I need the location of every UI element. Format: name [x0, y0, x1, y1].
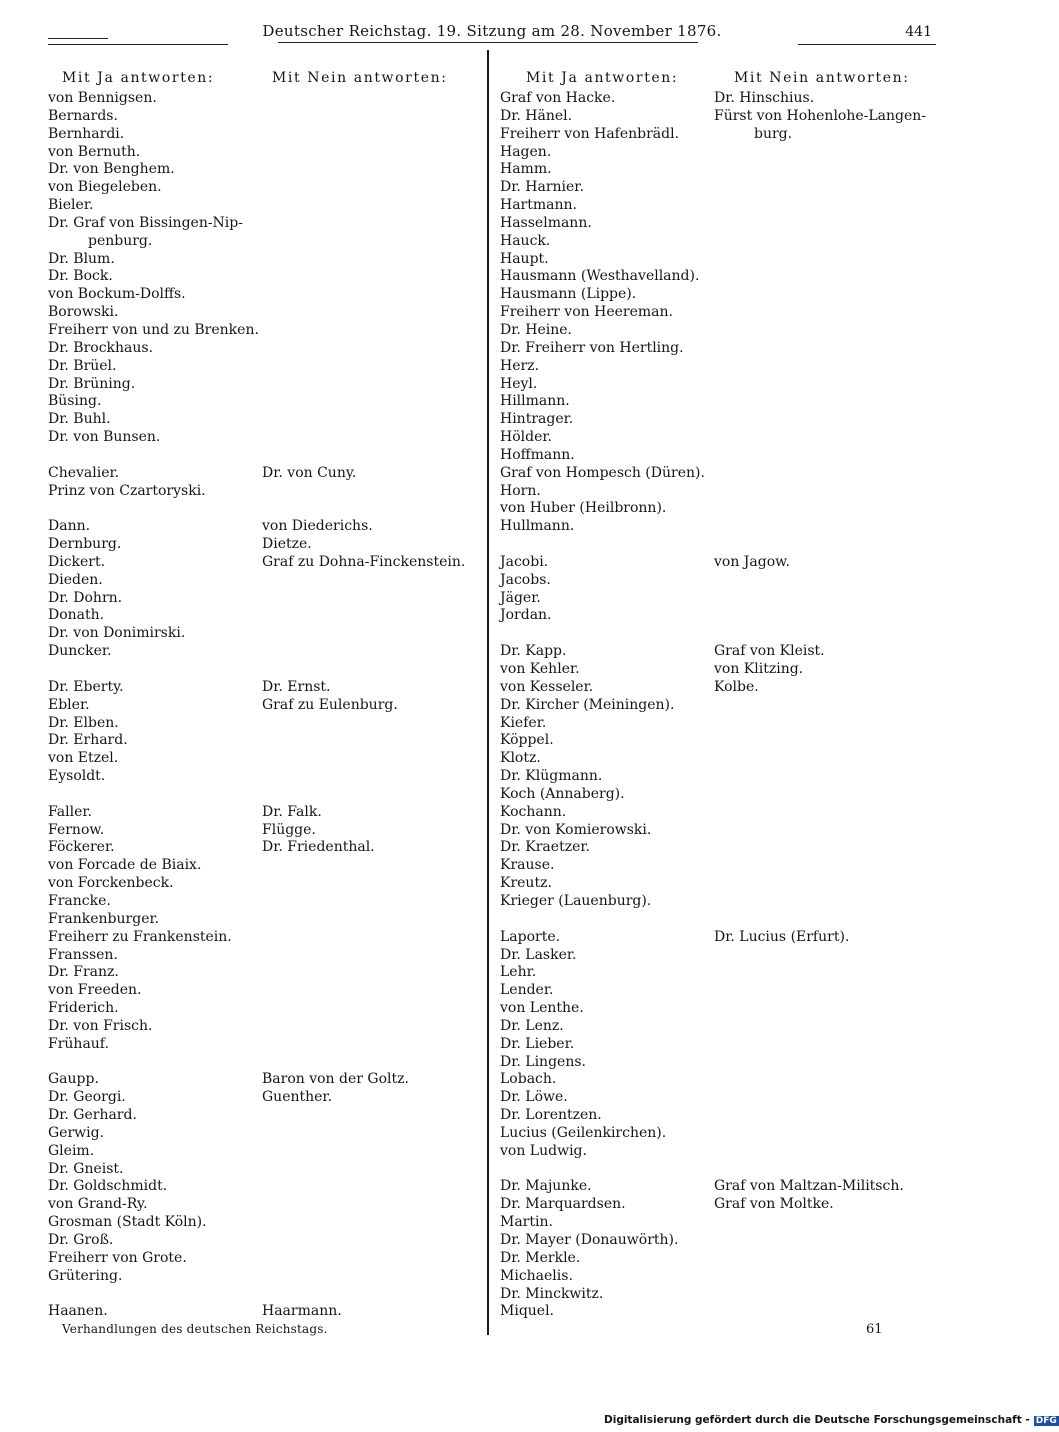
- right-ja-heading: Mit Ja antworten:: [526, 70, 679, 86]
- left-ja-entry: [48, 1286, 259, 1304]
- right-nein-entry: [714, 268, 926, 286]
- right-ja-entry: Lender.: [500, 982, 554, 999]
- left-ja-entry: Dieden.: [48, 571, 103, 588]
- left-nein-entry: [262, 197, 465, 215]
- right-ja-entry: Dr. Minckwitz.: [500, 1285, 604, 1302]
- left-nein-entry: [262, 1036, 465, 1054]
- left-ja-entry: Dr. Georgi.: [48, 1089, 126, 1106]
- right-ja-entry: [500, 625, 705, 643]
- left-ja-entry: Ebler.: [48, 696, 90, 713]
- left-nein-entry: [262, 964, 465, 982]
- right-ja-entry: Jacobi.: [500, 553, 549, 570]
- right-nein-entry: Kolbe.: [714, 678, 759, 695]
- left-nein-entry: [262, 1018, 465, 1036]
- right-nein-entry: [714, 572, 926, 590]
- right-ja-entry: Krause.: [500, 857, 555, 874]
- left-nein-entry: Flügge.: [262, 821, 316, 838]
- left-nein-entry: [262, 1232, 465, 1250]
- right-nein-entry: [714, 1000, 926, 1018]
- left-ja-entry: Dr. Brüel.: [48, 357, 117, 374]
- left-nein-entry: [262, 625, 465, 643]
- right-nein-entry: [714, 144, 926, 162]
- right-ja-entry: Krieger (Lauenburg).: [500, 892, 652, 909]
- right-ja-entry: Hausmann (Westhavelland).: [500, 268, 700, 285]
- left-nein-entry: [262, 857, 465, 875]
- right-ja-entry: Dr. Lenz.: [500, 1017, 564, 1034]
- left-nein-entry: [262, 1178, 465, 1196]
- left-nein-entry: [262, 715, 465, 733]
- left-ja-entry: Grosman (Stadt Köln).: [48, 1214, 207, 1231]
- left-nein-entry: [262, 1250, 465, 1268]
- left-ja-entry: von Bennigsen.: [48, 90, 157, 106]
- right-nein-entry: [714, 483, 926, 501]
- left-nein-entry: [262, 126, 465, 144]
- left-nein-entry: [262, 1268, 465, 1286]
- right-nein-entry: [714, 197, 926, 215]
- left-ja-entry: von Biegeleben.: [48, 179, 162, 196]
- right-ja-entry: Hillmann.: [500, 393, 570, 410]
- right-ja-entry: Dr. Merkle.: [500, 1249, 581, 1266]
- right-nein-entry: burg.: [754, 125, 793, 142]
- page-number: 441: [905, 24, 932, 40]
- left-nein-entry: Dr. Ernst.: [262, 678, 331, 695]
- right-ja-entry: Michaelis.: [500, 1267, 573, 1284]
- left-ja-entry: Dr. Elben.: [48, 714, 119, 731]
- left-nein-entry: [262, 1196, 465, 1214]
- left-ja-entry: Gerwig.: [48, 1124, 105, 1141]
- left-nein-entry: [262, 911, 465, 929]
- right-ja-entry: Martin.: [500, 1214, 553, 1231]
- right-nein-entry: Fürst von Hohenlohe-Langen-: [714, 107, 927, 124]
- left-nein-entry: Dr. Friedenthal.: [262, 839, 375, 856]
- right-nein-entry: [714, 1268, 926, 1286]
- left-nein-entry: [262, 215, 465, 233]
- right-ja-entry: von Huber (Heilbronn).: [500, 500, 667, 517]
- left-ja-entry: von Bockum-Dolffs.: [48, 286, 186, 303]
- left-ja-entry: Dr. Groß.: [48, 1232, 114, 1248]
- left-nein-entry: Graf zu Eulenburg.: [262, 696, 398, 713]
- left-nein-entry: [262, 340, 465, 358]
- left-nein-entry: [262, 376, 465, 394]
- right-ja-entry: Dr. Hänel.: [500, 107, 573, 124]
- left-nein-entry: [262, 447, 465, 465]
- right-ja-entry: Jordan.: [500, 607, 552, 624]
- right-ja-entry: von Ludwig.: [500, 1142, 587, 1159]
- right-nein-entry: [714, 393, 926, 411]
- left-nein-entry: [262, 1125, 465, 1143]
- left-ja-entry: Dr. Buhl.: [48, 411, 111, 428]
- right-nein-entry: [714, 304, 926, 322]
- left-ja-entry: Fernow.: [48, 821, 105, 838]
- right-ja-entry: Hartmann.: [500, 197, 577, 214]
- right-ja-entry: Heyl.: [500, 375, 538, 392]
- right-nein-entry: [714, 1036, 926, 1054]
- credit-text: Digitalisierung gefördert durch die Deutsche Forschungsgemeinschaft -: [604, 1414, 1030, 1426]
- right-nein-entry: [714, 697, 926, 715]
- right-ja-entry: Dr. Klügmann.: [500, 768, 603, 785]
- right-nein-entry: Dr. Lucius (Erfurt).: [714, 928, 850, 945]
- left-ja-entry: Faller.: [48, 803, 92, 820]
- right-nein-entry: [714, 1107, 926, 1125]
- right-ja-entry: [500, 911, 705, 929]
- right-ja-entry: Dr. Marquardsen.: [500, 1196, 626, 1213]
- left-ja-entry: [48, 447, 259, 465]
- left-nein-entry: [262, 233, 465, 251]
- right-ja-entry: Dr. Majunke.: [500, 1178, 592, 1195]
- right-ja-entry: von Kehler.: [500, 661, 580, 677]
- left-ja-entry: Dr. Blum.: [48, 250, 115, 267]
- left-nein-entry: [262, 90, 465, 108]
- right-nein-entry: [714, 857, 926, 875]
- right-ja-entry: Koch (Annaberg).: [500, 785, 625, 802]
- right-ja-entry: Freiherr von Hafenbrädl.: [500, 125, 680, 142]
- column-divider: [487, 50, 489, 1335]
- left-nein-entry: [262, 358, 465, 376]
- right-ja-entry: Hauck.: [500, 232, 551, 249]
- left-ja-entry: Föckerer.: [48, 839, 115, 856]
- right-ja-entry: von Kesseler.: [500, 678, 594, 695]
- left-nein-entry: [262, 393, 465, 411]
- dfg-logo: DFG: [1035, 1416, 1057, 1426]
- left-ja-entry: Prinz von Czartoryski.: [48, 482, 206, 499]
- left-ja-entry: Dr. Bock.: [48, 268, 113, 285]
- right-ja-entry: Jacobs.: [500, 571, 551, 588]
- left-ja-entry: [48, 786, 259, 804]
- right-nein-entry: [714, 875, 926, 893]
- page-header: [48, 20, 936, 48]
- left-nein-entry: [262, 893, 465, 911]
- right-nein-entry: [714, 1143, 926, 1161]
- left-ja-entry: Dr. von Donimirski.: [48, 625, 186, 642]
- left-nein-entry: Baron von der Goltz.: [262, 1071, 409, 1088]
- left-nein-entry: Dr. Falk.: [262, 803, 322, 820]
- left-nein-entry: Haarmann.: [262, 1303, 342, 1320]
- right-nein-entry: [714, 518, 926, 536]
- left-nein-entry: Graf zu Dohna-Finckenstein.: [262, 553, 466, 570]
- left-nein-entry: [262, 1143, 465, 1161]
- left-ja-entry: [48, 1054, 259, 1072]
- right-nein-heading: Mit Nein antworten:: [734, 70, 910, 86]
- right-nein-entry: [714, 1125, 926, 1143]
- right-ja-entry: Dr. Lingens.: [500, 1053, 586, 1070]
- left-ja-entry: [48, 661, 259, 679]
- right-nein-entry: [714, 411, 926, 429]
- header-rule-right: [798, 44, 936, 45]
- right-nein-entry: [714, 1232, 926, 1250]
- right-ja-entry: Dr. von Komierowski.: [500, 821, 652, 838]
- left-nein-entry: [262, 179, 465, 197]
- footer-sheet-number: 61: [866, 1322, 883, 1337]
- right-nein-entry: [714, 233, 926, 251]
- right-ja-entry: Freiherr von Heereman.: [500, 304, 673, 321]
- left-ja-entry: Dr. von Benghem.: [48, 161, 175, 178]
- right-ja-entry: Laporte.: [500, 928, 561, 945]
- right-nein-entry: [714, 286, 926, 304]
- left-ja-entry: von Grand-Ry.: [48, 1196, 148, 1213]
- left-nein-entry: [262, 947, 465, 965]
- header-rule-center: [278, 42, 698, 43]
- right-ja-entry: Lobach.: [500, 1071, 557, 1088]
- right-ja-entry: Dr. Lieber.: [500, 1035, 575, 1052]
- right-ja-entry: Kochann.: [500, 803, 567, 820]
- right-ja-entry: [500, 1161, 705, 1179]
- right-nein-entry: [714, 750, 926, 768]
- digitization-credit: [604, 1414, 1059, 1426]
- left-nein-entry: [262, 982, 465, 1000]
- right-nein-entry: [714, 964, 926, 982]
- footer-publication: Verhandlungen des deutschen Reichstags.: [62, 1322, 328, 1336]
- left-nein-entry: [262, 161, 465, 179]
- right-nein-list: [714, 90, 926, 1321]
- right-nein-entry: [714, 822, 926, 840]
- right-nein-entry: [714, 429, 926, 447]
- left-ja-entry: Büsing.: [48, 393, 102, 410]
- right-nein-entry: [714, 376, 926, 394]
- right-ja-entry: [500, 536, 705, 554]
- right-nein-entry: [714, 215, 926, 233]
- right-ja-entry: Dr. Heine.: [500, 321, 573, 338]
- left-nein-entry: [262, 304, 465, 322]
- right-nein-entry: [714, 251, 926, 269]
- right-nein-entry: von Jagow.: [714, 553, 790, 570]
- left-nein-entry: [262, 750, 465, 768]
- left-nein-entry: [262, 572, 465, 590]
- right-ja-entry: Graf von Hompesch (Düren).: [500, 464, 705, 481]
- right-ja-entry: Dr. Lasker.: [500, 946, 577, 963]
- left-ja-entry: Dr. von Bunsen.: [48, 429, 161, 446]
- left-ja-entry: Borowski.: [48, 304, 119, 321]
- left-ja-entry: Franssen.: [48, 946, 118, 963]
- left-ja-entry: Dickert.: [48, 553, 106, 570]
- right-nein-entry: Graf von Moltke.: [714, 1196, 834, 1213]
- left-nein-list: [262, 90, 465, 1321]
- left-nein-entry: [262, 607, 465, 625]
- right-ja-entry: Hintrager.: [500, 411, 574, 428]
- left-nein-entry: [262, 500, 465, 518]
- right-ja-entry: Graf von Hacke.: [500, 90, 616, 106]
- right-ja-entry: Hamm.: [500, 161, 552, 178]
- right-nein-entry: Graf von Kleist.: [714, 643, 825, 660]
- left-nein-entry: [262, 1161, 465, 1179]
- left-ja-list: [48, 90, 259, 1321]
- right-nein-entry: [714, 625, 926, 643]
- right-nein-entry: [714, 893, 926, 911]
- left-ja-entry: von Forckenbeck.: [48, 875, 174, 892]
- right-ja-entry: Dr. Kraetzer.: [500, 839, 590, 856]
- left-ja-entry: Dr. Erhard.: [48, 732, 128, 749]
- left-nein-entry: [262, 1000, 465, 1018]
- left-ja-entry: Dr. Graf von Bissingen-Nip-: [48, 214, 243, 231]
- right-ja-entry: Miquel.: [500, 1303, 555, 1320]
- left-nein-entry: [262, 1054, 465, 1072]
- left-nein-entry: Dietze.: [262, 536, 312, 553]
- left-ja-entry: Frühauf.: [48, 1035, 109, 1052]
- left-ja-entry: Dr. Gneist.: [48, 1160, 124, 1177]
- right-nein-entry: [714, 1214, 926, 1232]
- right-nein-entry: [714, 911, 926, 929]
- left-nein-entry: [262, 590, 465, 608]
- left-ja-entry: Friderich.: [48, 1000, 119, 1017]
- left-nein-entry: [262, 322, 465, 340]
- right-nein-entry: [714, 1161, 926, 1179]
- right-nein-entry: [714, 1286, 926, 1304]
- right-nein-entry: [714, 590, 926, 608]
- right-nein-entry: [714, 536, 926, 554]
- right-nein-entry: Graf von Maltzan-Militsch.: [714, 1178, 904, 1195]
- right-ja-entry: Haupt.: [500, 250, 549, 267]
- left-ja-heading: Mit Ja antworten:: [62, 70, 215, 86]
- right-ja-entry: Hasselmann.: [500, 214, 592, 231]
- left-ja-entry: Dr. von Frisch.: [48, 1017, 153, 1034]
- right-nein-entry: [714, 1054, 926, 1072]
- right-nein-entry: [714, 768, 926, 786]
- left-ja-entry: penburg.: [88, 232, 153, 249]
- left-ja-entry: Freiherr zu Frankenstein.: [48, 928, 232, 945]
- left-nein-entry: [262, 786, 465, 804]
- left-ja-entry: Dr. Eberty.: [48, 678, 124, 695]
- right-ja-entry: Kreutz.: [500, 875, 552, 892]
- right-nein-entry: [714, 1089, 926, 1107]
- right-nein-entry: [714, 839, 926, 857]
- right-ja-entry: Dr. Löwe.: [500, 1089, 568, 1106]
- left-ja-entry: Bernhardi.: [48, 125, 125, 142]
- right-ja-entry: Dr. Harnier.: [500, 179, 584, 196]
- right-ja-entry: Dr. Lorentzen.: [500, 1107, 602, 1124]
- right-nein-entry: [714, 447, 926, 465]
- left-ja-entry: [48, 500, 259, 518]
- right-nein-entry: [714, 1018, 926, 1036]
- right-nein-entry: [714, 732, 926, 750]
- left-nein-entry: [262, 108, 465, 126]
- left-nein-entry: [262, 1214, 465, 1232]
- right-ja-entry: Dr. Freiherr von Hertling.: [500, 339, 684, 356]
- right-nein-entry: [714, 179, 926, 197]
- left-ja-entry: Francke.: [48, 892, 111, 909]
- left-nein-entry: [262, 144, 465, 162]
- left-ja-entry: Gleim.: [48, 1142, 95, 1159]
- left-ja-entry: von Forcade de Biaix.: [48, 857, 202, 874]
- left-nein-entry: [262, 661, 465, 679]
- right-nein-entry: [714, 1303, 926, 1321]
- left-ja-entry: Chevalier.: [48, 464, 120, 481]
- right-ja-entry: Kiefer.: [500, 714, 547, 731]
- left-nein-entry: [262, 643, 465, 661]
- left-nein-entry: [262, 251, 465, 269]
- left-nein-entry: [262, 1107, 465, 1125]
- left-ja-entry: Dr. Brockhaus.: [48, 339, 154, 356]
- left-nein-entry: [262, 286, 465, 304]
- left-nein-entry: [262, 268, 465, 286]
- left-nein-heading: Mit Nein antworten:: [272, 70, 448, 86]
- left-ja-entry: Bieler.: [48, 197, 94, 214]
- right-ja-entry: Hausmann (Lippe).: [500, 286, 637, 303]
- right-ja-entry: Hoffmann.: [500, 446, 575, 463]
- right-nein-entry: [714, 804, 926, 822]
- left-ja-entry: Dr. Goldschmidt.: [48, 1178, 168, 1195]
- left-ja-entry: Duncker.: [48, 643, 112, 660]
- left-ja-entry: Dann.: [48, 518, 91, 535]
- right-ja-entry: Köppel.: [500, 732, 554, 749]
- right-ja-entry: Klotz.: [500, 750, 541, 767]
- right-ja-entry: Lucius (Geilenkirchen).: [500, 1124, 667, 1141]
- right-ja-entry: Lehr.: [500, 964, 537, 981]
- left-nein-entry: [262, 768, 465, 786]
- right-nein-entry: [714, 358, 926, 376]
- left-ja-entry: Frankenburger.: [48, 910, 160, 927]
- right-nein-entry: Dr. Hinschius.: [714, 90, 815, 106]
- right-nein-entry: [714, 607, 926, 625]
- right-ja-entry: Dr. Mayer (Donauwörth).: [500, 1232, 679, 1248]
- left-nein-entry: [262, 1286, 465, 1304]
- right-nein-entry: [714, 322, 926, 340]
- left-nein-entry: [262, 483, 465, 501]
- right-nein-entry: [714, 1071, 926, 1089]
- left-ja-entry: Gaupp.: [48, 1071, 99, 1088]
- right-ja-entry: Horn.: [500, 482, 541, 499]
- left-nein-entry: Guenther.: [262, 1089, 333, 1106]
- right-nein-entry: von Klitzing.: [714, 661, 804, 677]
- right-nein-entry: [714, 161, 926, 179]
- left-nein-entry: [262, 929, 465, 947]
- right-nein-entry: [714, 947, 926, 965]
- right-ja-entry: Hölder.: [500, 429, 552, 446]
- right-ja-entry: Dr. Kircher (Meiningen).: [500, 696, 675, 713]
- left-ja-entry: Freiherr von und zu Brenken.: [48, 321, 259, 338]
- right-nein-entry: [714, 465, 926, 483]
- right-nein-entry: [714, 786, 926, 804]
- right-ja-entry: Hullmann.: [500, 518, 575, 535]
- left-nein-entry: [262, 429, 465, 447]
- left-nein-entry: von Diederichs.: [262, 518, 373, 535]
- left-ja-entry: Dr. Gerhard.: [48, 1107, 137, 1124]
- right-nein-entry: [714, 1250, 926, 1268]
- left-ja-entry: Dernburg.: [48, 536, 122, 553]
- right-ja-entry: Jäger.: [500, 589, 541, 606]
- header-title: Deutscher Reichstag. 19. Sitzung am 28. November 1876.: [262, 22, 722, 40]
- left-ja-entry: von Etzel.: [48, 750, 119, 767]
- left-nein-entry: Dr. von Cuny.: [262, 464, 357, 481]
- left-ja-entry: von Bernuth.: [48, 143, 141, 160]
- right-ja-list: [500, 90, 705, 1321]
- right-ja-entry: von Lenthe.: [500, 1000, 584, 1017]
- left-ja-entry: Dr. Brüning.: [48, 375, 136, 392]
- right-nein-entry: [714, 715, 926, 733]
- header-rule-left-lower: [48, 44, 228, 45]
- left-ja-entry: Grütering.: [48, 1267, 123, 1284]
- left-ja-entry: Freiherr von Grote.: [48, 1249, 187, 1266]
- left-ja-entry: Haanen.: [48, 1303, 108, 1320]
- left-ja-entry: Bernards.: [48, 107, 118, 124]
- left-ja-entry: von Freeden.: [48, 982, 142, 999]
- right-ja-entry: Hagen.: [500, 143, 552, 160]
- left-ja-entry: Eysoldt.: [48, 768, 106, 785]
- right-ja-entry: Herz.: [500, 357, 540, 374]
- left-nein-entry: [262, 732, 465, 750]
- left-ja-entry: Dr. Franz.: [48, 964, 119, 981]
- left-nein-entry: [262, 411, 465, 429]
- left-ja-entry: Dr. Dohrn.: [48, 589, 123, 606]
- right-ja-entry: Dr. Kapp.: [500, 643, 567, 660]
- right-nein-entry: [714, 982, 926, 1000]
- left-ja-entry: Donath.: [48, 607, 105, 624]
- left-nein-entry: [262, 875, 465, 893]
- right-nein-entry: [714, 500, 926, 518]
- right-nein-entry: [714, 340, 926, 358]
